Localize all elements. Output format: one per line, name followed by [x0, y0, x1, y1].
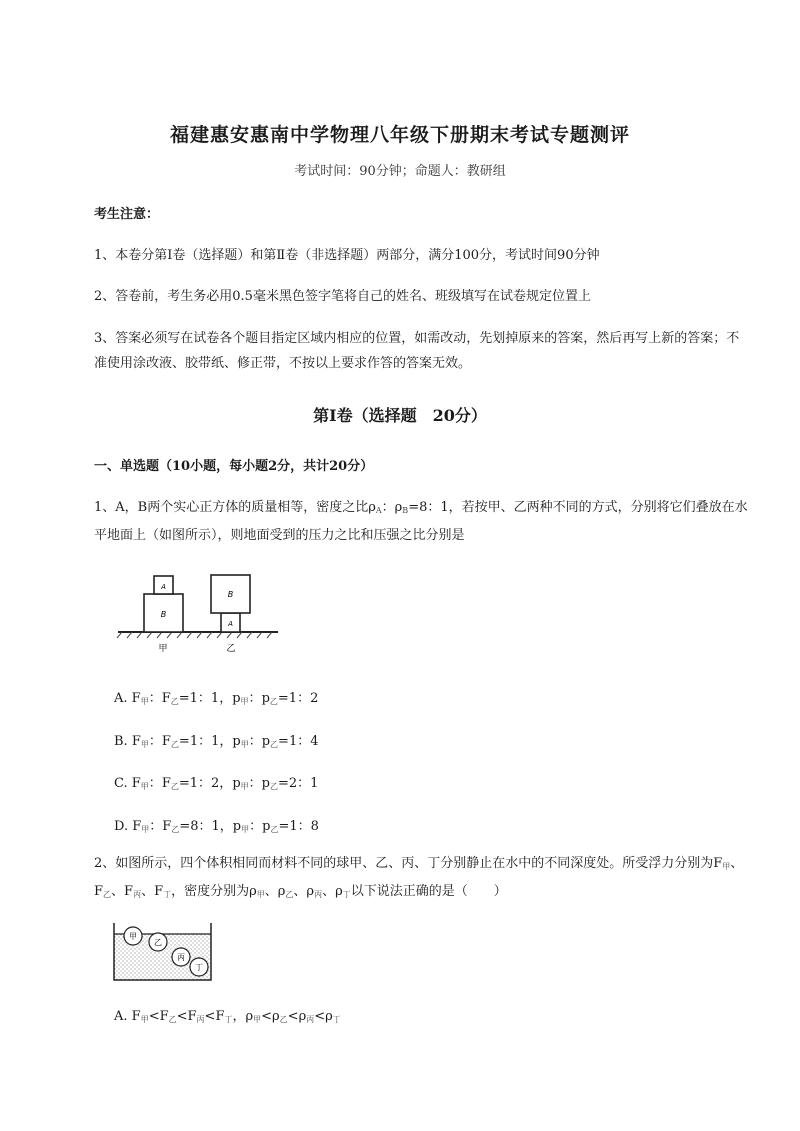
notice-heading: 考生注意：	[94, 207, 160, 222]
q1-option-b[interactable]: B. $F_甲$：$F_乙=1$：1，$p_甲$：$p_乙=1$：4	[114, 734, 319, 749]
ball-jia-label: 甲	[129, 932, 137, 941]
q1-stem: 1、A，B两个实心正方体的质量相等，密度之比$\rho_A$：$\rho_B=8$：1，若按甲、乙两种不同的方式，分别将它们叠放在水平地面上（如图所示），则地面受到的压力之比和压强之比分别是	[94, 500, 748, 543]
ball-ding-label: 丁	[195, 963, 203, 972]
label-yi: 乙	[226, 644, 236, 654]
yi-label-b: B	[227, 590, 234, 599]
ball-bing-label: 丙	[177, 953, 185, 962]
part-heading: 一、单选题（10小题，每小题2分，共计20分）	[94, 459, 374, 474]
jia-label-b: B	[160, 610, 167, 619]
q2-option-a[interactable]: A. $F_甲<F_乙<F_丙<F_丁$，$\rho_甲<\rho_乙<\rho_丙<\rho_丁$	[114, 1009, 341, 1024]
doc-subtitle: 考试时间：90分钟；命题人：教研组	[294, 164, 506, 179]
q2-stem: 2、如图所示，四个体积相同而材料不同的球甲、乙、丙、丁分别静止在水中的不同深度处。所受浮力分别为$F_甲$、$F_乙$、$F_丙$、$F_丁$，密度分别为$\rho_甲$、$\rho_乙$、$\rho_丙$、$\rho_丁$以下说法正确的是（ ）	[94, 856, 744, 899]
notice-2: 2、答卷前，考生务必用0.5毫米黑色签字笔将自己的姓名、班级填写在试卷规定位置上	[94, 289, 591, 304]
q1-option-c[interactable]: C. $F_甲$：$F_乙=1$：2，$p_甲$：$p_乙=2$：1	[114, 776, 319, 791]
section-title: 第Ⅰ卷（选择题 20分）	[313, 406, 487, 425]
ball-yi-label: 乙	[154, 938, 162, 947]
jia-label-a: A	[161, 583, 166, 591]
q1-figure	[110, 565, 300, 660]
notice-3: 3、答案必须写在试卷各个题目指定区域内相应的位置，如需改动，先划掉原来的答案，然后再写上新的答案；不准使用涂改液、胶带纸、修正带，不按以上要求作答的答案无效。	[94, 331, 740, 371]
doc-title: 福建惠安惠南中学物理八年级下册期末考试专题测评	[169, 124, 630, 146]
notice-1: 1、本卷分第Ⅰ卷（选择题）和第Ⅱ卷（非选择题）两部分，满分100分，考试时间90分钟	[94, 248, 600, 263]
q1-option-d[interactable]: D. $F_甲$：$F_乙=8$：1，$p_甲$：$p_乙=1$：8	[114, 819, 319, 834]
yi-label-a: A	[228, 620, 233, 628]
label-jia: 甲	[158, 644, 168, 654]
q1-option-a[interactable]: A. $F_甲$：$F_乙=1$：1，$p_甲$：$p_乙=1$：2	[114, 691, 319, 706]
q2-figure	[110, 920, 220, 984]
